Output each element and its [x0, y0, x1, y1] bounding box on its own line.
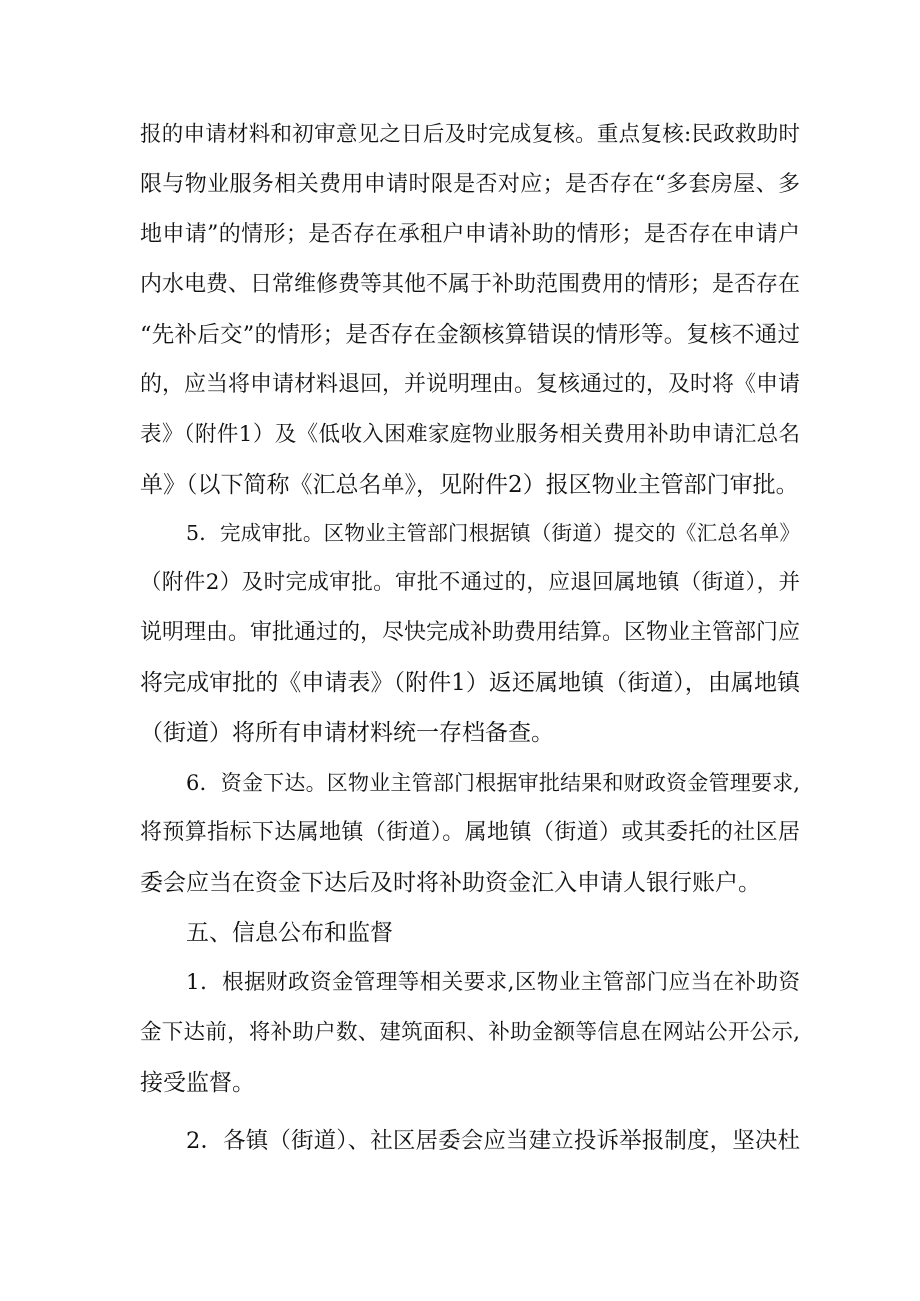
body-text-line: （附件2）及时完成审批。审批不通过的，应退回属地镇（街道），并 — [140, 570, 800, 595]
body-text-line: 金下达前，将补助户数、建筑面积、补助金额等信息在网站公开公示, — [140, 1020, 800, 1045]
body-text-line: 限与物业服务相关费用申请时限是否对应；是否存在“多套房屋、多 — [140, 172, 800, 197]
body-text-line: 将预算指标下达属地镇（街道）。属地镇（街道）或其委托的社区居 — [140, 820, 800, 845]
body-text-line: 地申请”的情形；是否存在承租户申请补助的情形；是否存在申请户 — [140, 222, 800, 247]
section-5-heading: 五、信息公布和监督 — [186, 920, 393, 946]
body-text-line: 说明理由。审批通过的，尽快完成补助费用结算。区物业主管部门应 — [140, 620, 801, 645]
body-text-line: 单》（以下简称《汇总名单》，见附件2）报区物业主管部门审批。 — [140, 472, 799, 498]
body-text-line: 报的申请材料和初审意见之日后及时完成复核。重点复核:民政救助时 — [140, 122, 800, 147]
paragraph-1-heading: 1．根据财政资金管理等相关要求,区物业主管部门应当在补助资 — [186, 970, 800, 995]
paragraph-5-heading: 5．完成审批。区物业主管部门根据镇（街道）提交的《汇总名单》 — [186, 521, 800, 545]
body-text-line: 接受监督。 — [140, 1070, 255, 1096]
body-text-line: “先补后交”的情形；是否存在金额核算错误的情形等。复核不通过 — [140, 322, 800, 348]
body-text-line: 将完成审批的《申请表》（附件1）返还属地镇（街道），由属地镇 — [140, 670, 800, 696]
body-text-line: 委会应当在资金下达后及时将补助资金汇入申请人银行账户。 — [140, 870, 761, 896]
body-text-line: 表》（附件1）及《低收入困难家庭物业服务相关费用补助申请汇总名 — [140, 422, 800, 447]
body-text-line: 内水电费、日常维修费等其他不属于补助范围费用的情形；是否存在 — [140, 272, 801, 297]
paragraph-2-heading: 2．各镇（街道）、社区居委会应当建立投诉举报制度，坚决杜 — [186, 1128, 800, 1154]
body-text-line: （街道）将所有申请材料统一存档备查。 — [140, 720, 554, 746]
body-text-line: 的，应当将申请材料退回，并说明理由。复核通过的，及时将《申请 — [140, 372, 801, 397]
paragraph-6-heading: 6．资金下达。区物业主管部门根据审批结果和财政资金管理要求, — [186, 771, 800, 795]
